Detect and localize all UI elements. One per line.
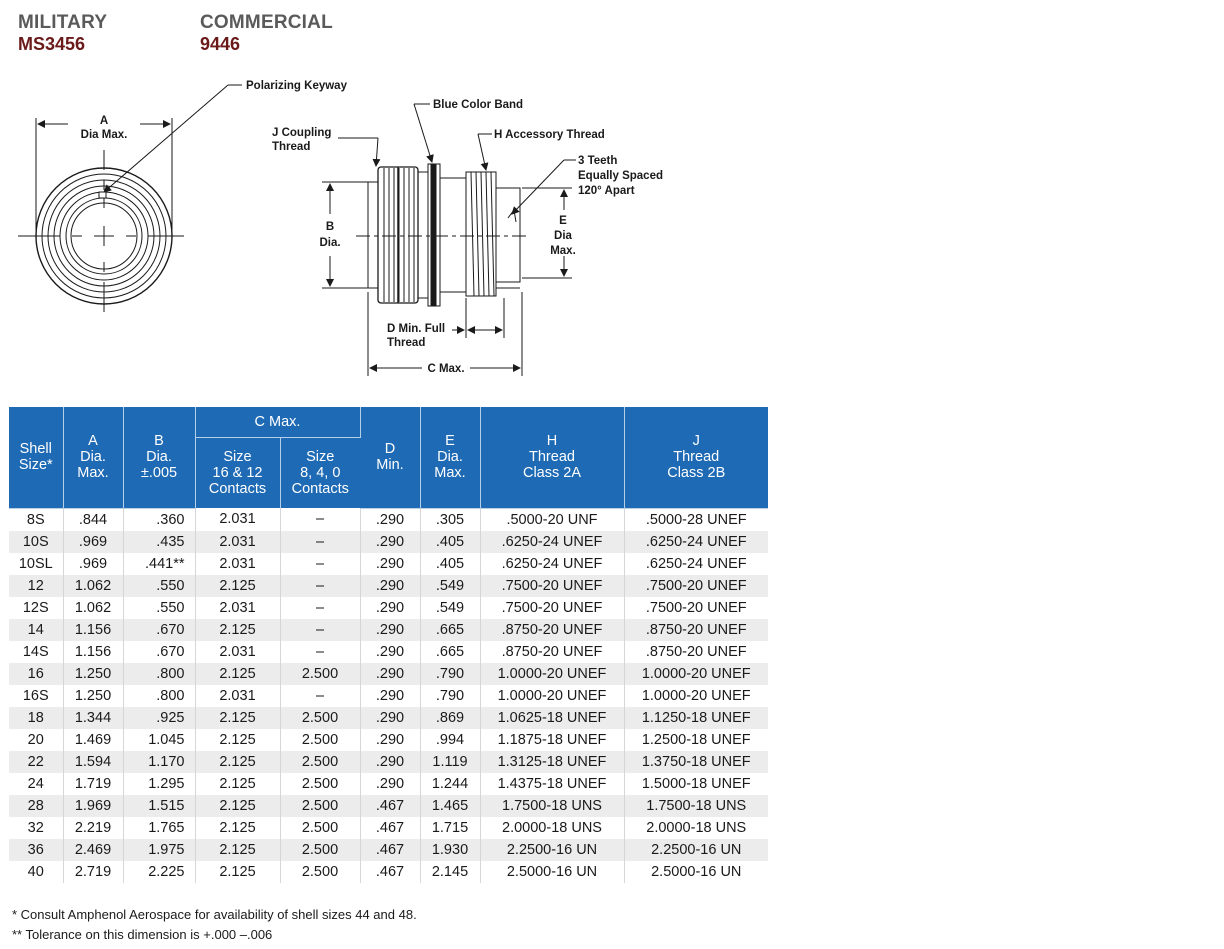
col-h: H Thread Class 2A	[480, 407, 624, 508]
military-header	[18, 12, 107, 54]
table-row: 10S .969 .435 2.031 – .290 .405 .6250-24 UNEF .6250-24 UNEF	[9, 531, 768, 553]
teeth-label-1: 3 Teeth	[578, 155, 618, 167]
table-row: 16 1.250 .800 2.125 2.500 .290 .790 1.0000-20 UNEF 1.0000-20 UNEF	[9, 663, 768, 685]
d-label-2: Thread	[387, 337, 426, 349]
col-c-16-12: Size 16 & 12 Contacts	[195, 438, 280, 509]
b-label-1: B	[325, 221, 335, 233]
e-label-2: Dia	[554, 230, 572, 242]
shell-size-table	[9, 407, 768, 883]
military-label: MILITARY	[18, 12, 108, 33]
a-label-2: Dia Max.	[80, 129, 128, 141]
connector-drawing	[0, 70, 780, 390]
table-row: 12 1.062 .550 2.125 – .290 .549 .7500-20 UNEF .7500-20 UNEF	[9, 575, 768, 597]
col-shell-size: Shell Size*	[9, 407, 63, 508]
c-max-label: C Max.	[427, 363, 465, 375]
d-label-1: D Min. Full	[387, 323, 446, 335]
table-row: 16S 1.250 .800 2.031 – .290 .790 1.0000-20 UNEF 1.0000-20 UNEF	[9, 685, 768, 707]
footnote-tolerance: ** Tolerance on this dimension is +.000 –.006	[12, 927, 273, 942]
table-row: 28 1.969 1.515 2.125 2.500 .467 1.465 1.7500-18 UNS 1.7500-18 UNS	[9, 795, 768, 817]
col-b: B Dia. ±.005	[123, 407, 195, 508]
polarizing-keyway-label: Polarizing Keyway	[246, 80, 347, 92]
col-c-group: C Max.	[195, 407, 360, 438]
table-row: 36 2.469 1.975 2.125 2.500 .467 1.930 2.2500-16 UN 2.2500-16 UN	[9, 839, 768, 861]
military-number: MS3456	[18, 34, 86, 54]
side-view	[322, 104, 576, 376]
commercial-number: 9446	[200, 34, 241, 54]
commercial-label: COMMERCIAL	[200, 12, 333, 33]
blue-color-band-label: Blue Color Band	[433, 99, 524, 111]
teeth-label-3: 120° Apart	[578, 185, 635, 197]
table-row: 32 2.219 1.765 2.125 2.500 .467 1.715 2.0000-18 UNS 2.0000-18 UNS	[9, 817, 768, 839]
teeth-label-2: Equally Spaced	[578, 170, 664, 182]
col-j: J Thread Class 2B	[624, 407, 768, 508]
table-row: 10SL .969 .441** 2.031 – .290 .405 .6250-24 UNEF .6250-24 UNEF	[9, 553, 768, 575]
j-coupling-label-1: J Coupling	[272, 127, 332, 139]
front-view	[18, 85, 242, 312]
table-row: 18 1.344 .925 2.125 2.500 .290 .869 1.0625-18 UNEF 1.1250-18 UNEF	[9, 707, 768, 729]
table-row: 40 2.719 2.225 2.125 2.500 .467 2.145 2.5000-16 UN 2.5000-16 UN	[9, 861, 768, 883]
table-row: 20 1.469 1.045 2.125 2.500 .290 .994 1.1875-18 UNEF 1.2500-18 UNEF	[9, 729, 768, 751]
col-d: D Min.	[360, 407, 420, 508]
h-accessory-thread-label: H Accessory Thread	[494, 129, 605, 141]
table-row: 12S 1.062 .550 2.031 – .290 .549 .7500-20 UNEF .7500-20 UNEF	[9, 597, 768, 619]
e-label-1: E	[559, 215, 567, 227]
table-row: 24 1.719 1.295 2.125 2.500 .290 1.244 1.4375-18 UNEF 1.5000-18 UNEF	[9, 773, 768, 795]
b-label-2: Dia.	[319, 237, 341, 249]
a-label-1: A	[99, 115, 109, 127]
col-a: A Dia. Max.	[63, 407, 123, 508]
table-row: 8S .844 .360 2.031 – .290 .305 .5000-20 UNF .5000-28 UNEF	[9, 508, 768, 531]
footnote-shell-sizes: * Consult Amphenol Aerospace for availability of shell sizes 44 and 48.	[12, 907, 417, 922]
col-e: E Dia. Max.	[420, 407, 480, 508]
table-row: 22 1.594 1.170 2.125 2.500 .290 1.119 1.3125-18 UNEF 1.3750-18 UNEF	[9, 751, 768, 773]
j-coupling-label-2: Thread	[272, 141, 311, 153]
table-row: 14S 1.156 .670 2.031 – .290 .665 .8750-20 UNEF .8750-20 UNEF	[9, 641, 768, 663]
commercial-header	[200, 12, 333, 54]
table-row: 14 1.156 .670 2.125 – .290 .665 .8750-20 UNEF .8750-20 UNEF	[9, 619, 768, 641]
footnotes	[12, 905, 417, 945]
col-c-8-4-0: Size 8, 4, 0 Contacts	[280, 438, 360, 509]
e-label-3: Max.	[550, 245, 576, 257]
